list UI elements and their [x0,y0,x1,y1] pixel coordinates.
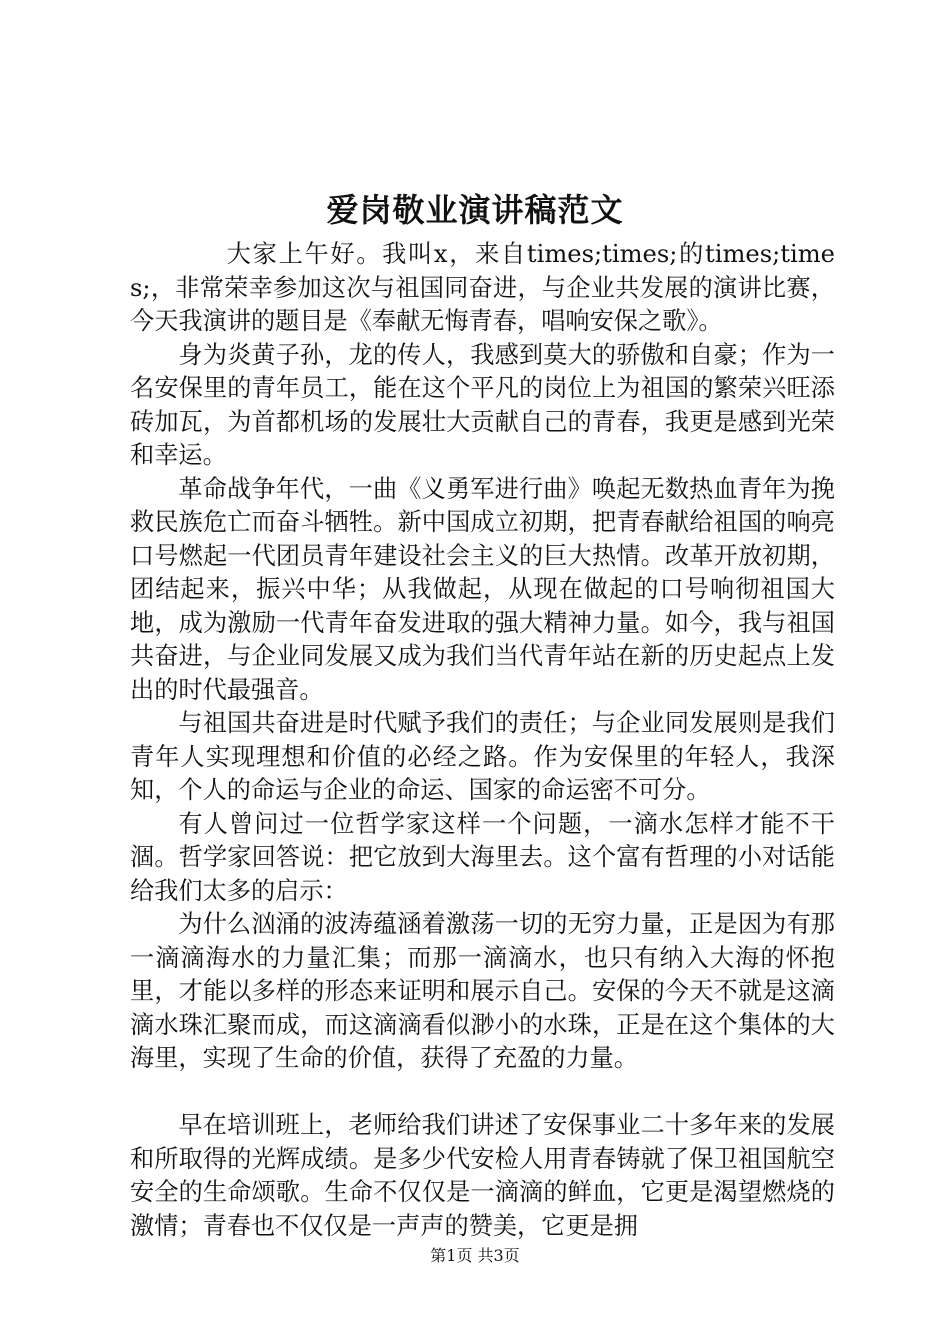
page-number-footer: 第1页 共3页 [430,1246,520,1265]
paragraph-training: 早在培训班上，老师给我们讲述了安保事业二十多年来的发展和所取得的光辉成绩。是多少代安检人用青春铸就了保卫祖国航空安全的生命颂歌。生命不仅仅是一滴滴的鲜血，它更是渴望燃烧的激情；青春也不仅仅是一声声的赞美，它更是拥 [130,1111,835,1240]
document-body [130,238,835,1243]
paragraph-history: 革命战争年代，一曲《义勇军进行曲》唤起无数热血青年为挽救民族危亡而奋斗牺牲。新中国成立初期，把青春献给祖国的响亮口号燃起一代团员青年建设社会主义的巨大热情。改革开放初期，团结起来，振兴中华；从我做起，从现在做起的口号响彻祖国大地，成为激励一代青年奋发进取的强大精神力量。如今，我与祖国共奋进，与企业同发展又成为我们当代青年站在新的历史起点上发出的时代最强音。 [130,474,835,704]
paragraph-responsibility: 与祖国共奋进是时代赋予我们的责任；与企业同发展则是我们青年人实现理想和价值的必经之路。作为安保里的年轻人，我深知，个人的命运与企业的命运、国家的命运密不可分。 [130,709,835,804]
paragraph-greeting: 大家上午好。我叫x，来自times;times;的times;times;，非常荣幸参加这次与祖国同奋进，与企业共发展的演讲比赛，今天我演讲的题目是《奉献无悔青春，唱响安保之歌》。 [130,240,835,335]
paragraph-water-drop: 为什么汹涌的波涛蕴涵着激荡一切的无穷力量，正是因为有那一滴滴海水的力量汇集；而那一滴滴水，也只有纳入大海的怀抱里，才能以多样的形态来证明和展示自己。安保的今天不就是这滴滴水珠汇聚而成，而这滴滴看似渺小的水珠，正是在这个集体的大海里，实现了生命的价值，获得了充盈的力量。 [130,910,835,1072]
paragraph-philosopher: 有人曾问过一位哲学家这样一个问题，一滴水怎样才能不干涸。哲学家回答说：把它放到大海里去。这个富有哲理的小对话能给我们太多的启示： [130,809,835,905]
paragraph-pride: 身为炎黄子孙，龙的传人，我感到莫大的骄傲和自豪；作为一名安保里的青年员工，能在这个平凡的岗位上为祖国的繁荣兴旺添砖加瓦，为首都机场的发展壮大贡献自己的青春，我更是感到光荣和幸运。 [130,340,835,469]
document-title: 爱岗敬业演讲稿范文 [326,191,624,229]
